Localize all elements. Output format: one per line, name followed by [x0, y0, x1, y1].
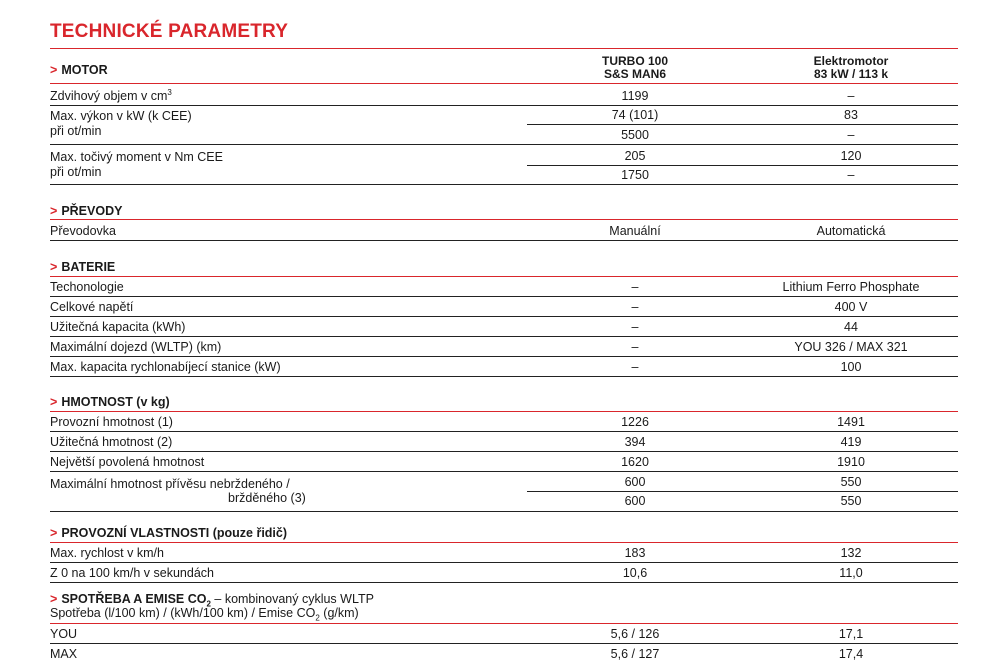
row-value-c2: 83 [844, 108, 858, 122]
row-value-c2: YOU 326 / MAX 321 [794, 340, 908, 354]
row-label: Max. výkon v kW (k CEE) [50, 109, 192, 123]
section-rule [50, 83, 958, 84]
row-value-c1: – [631, 340, 639, 354]
row-divider [50, 451, 958, 452]
row-divider [50, 431, 958, 432]
row-label: Užitečná kapacita (kWh) [50, 320, 186, 334]
row-value-c2: 550 [840, 475, 862, 489]
row-value-c2: 132 [840, 546, 862, 560]
row-value-c1: Manuální [609, 224, 661, 238]
row-value-c1: 1750 [621, 168, 649, 182]
column-header-turbo: TURBO 100 S&S MAN6 [601, 54, 669, 81]
row-value-c1: 394 [624, 435, 646, 449]
row-value-c2: Lithium Ferro Phosphate [782, 280, 920, 294]
column-header-elektromotor: Elektromotor 83 kW / 113 k [813, 54, 889, 81]
row-label: Techonologie [50, 280, 124, 294]
row-value-c2: – [847, 168, 855, 182]
row-divider [50, 511, 958, 512]
row-label: YOU [50, 627, 78, 641]
row-divider [50, 356, 958, 357]
section-hmotnost-heading: > HMOTNOST (v kg) [50, 395, 170, 409]
row-label: při ot/min [50, 165, 102, 179]
row-value-c1: 5,6 / 127 [610, 647, 660, 661]
section-prevody-heading: > PŘEVODY [50, 204, 123, 218]
section-rule [50, 411, 958, 412]
row-divider [50, 316, 958, 317]
row-label: Maximální hmotnost přívěsu nebrždeného / [50, 477, 290, 491]
row-divider [50, 471, 958, 472]
row-divider [527, 165, 958, 166]
section-provozni-heading: > PROVOZNÍ VLASTNOSTI (pouze řidič) [50, 526, 288, 540]
row-divider [50, 562, 958, 563]
row-divider [50, 184, 958, 185]
section-rule [50, 623, 958, 624]
row-divider [50, 105, 958, 106]
row-value-c1: 5,6 / 126 [610, 627, 660, 641]
row-value-c1: 5500 [621, 128, 649, 142]
row-label: Z 0 na 100 km/h v sekundách [50, 566, 214, 580]
row-value-c2: – [847, 128, 855, 142]
row-value-c1: 600 [624, 475, 646, 489]
row-divider [50, 144, 958, 145]
row-value-c2: – [847, 89, 855, 103]
section-spotreba-subheading: Spotřeba (l/100 km) / (kWh/100 km) / Emise $CO_2$ (g/km) [50, 606, 359, 623]
row-value-c1: 1620 [621, 455, 649, 469]
row-divider [50, 643, 958, 644]
section-baterie-heading: > BATERIE [50, 260, 116, 274]
row-value-c1: 1199 [621, 89, 649, 103]
page-title: TECHNICKÉ PARAMETRY [50, 21, 289, 42]
row-label: Provozní hmotnost (1) [50, 415, 173, 429]
row-value-c2: Automatická [816, 224, 886, 238]
section-spotreba-heading: > SPOTŘEBA A EMISE $CO_2$ – kombinovaný cyklus WLTP [50, 592, 374, 609]
section-rule [50, 542, 958, 543]
row-label: Užitečná hmotnost (2) [50, 435, 173, 449]
row-label: Zdvihový objem v $cm^3$ [50, 87, 172, 103]
section-rule [50, 219, 958, 220]
row-label: Největší povolená hmotnost [50, 455, 205, 469]
row-value-c2: 1910 [837, 455, 865, 469]
row-value-c2: 419 [840, 435, 862, 449]
row-value-c2: 550 [840, 494, 862, 508]
row-value-c2: 11,0 [839, 566, 863, 580]
row-value-c1: 1226 [621, 415, 649, 429]
row-value-c2: 17,4 [838, 647, 864, 661]
row-label: Max. rychlost v km/h [50, 546, 164, 560]
row-divider [527, 124, 958, 125]
row-divider [527, 491, 958, 492]
row-value-c1: 183 [624, 546, 646, 560]
row-divider [50, 582, 958, 583]
row-label: Převodovka [50, 224, 117, 238]
row-value-c2: 1491 [837, 415, 865, 429]
row-label: při ot/min [50, 124, 102, 138]
row-value-c1: – [631, 320, 639, 334]
row-value-c2: 400 V [834, 300, 868, 314]
row-value-c2: 100 [840, 360, 862, 374]
row-divider [50, 336, 958, 337]
section-rule [50, 276, 958, 277]
section-motor-heading: > MOTOR [50, 63, 108, 77]
row-label: Maximální dojezd (WLTP) (km) [50, 340, 222, 354]
row-label: bržděného (3) [228, 491, 306, 505]
row-label: Max. kapacita rychlonabíjecí stanice (kW) [50, 360, 281, 374]
row-value-c1: 74 (101) [611, 108, 659, 122]
row-divider [50, 240, 958, 241]
row-label: MAX [50, 647, 78, 661]
row-value-c2: 17,1 [838, 627, 864, 641]
row-label: Celkové napětí [50, 300, 134, 314]
row-value-c2: 120 [840, 149, 862, 163]
row-value-c1: 205 [624, 149, 646, 163]
row-value-c1: 600 [624, 494, 646, 508]
row-value-c1: – [631, 280, 639, 294]
row-divider [50, 376, 958, 377]
row-value-c1: – [631, 300, 639, 314]
row-value-c2: 44 [844, 320, 858, 334]
row-value-c1: 10,6 [622, 566, 648, 580]
row-label: Max. točivý moment v Nm CEE [50, 150, 223, 164]
title-rule [50, 48, 958, 49]
row-value-c1: – [631, 360, 639, 374]
row-divider [50, 296, 958, 297]
